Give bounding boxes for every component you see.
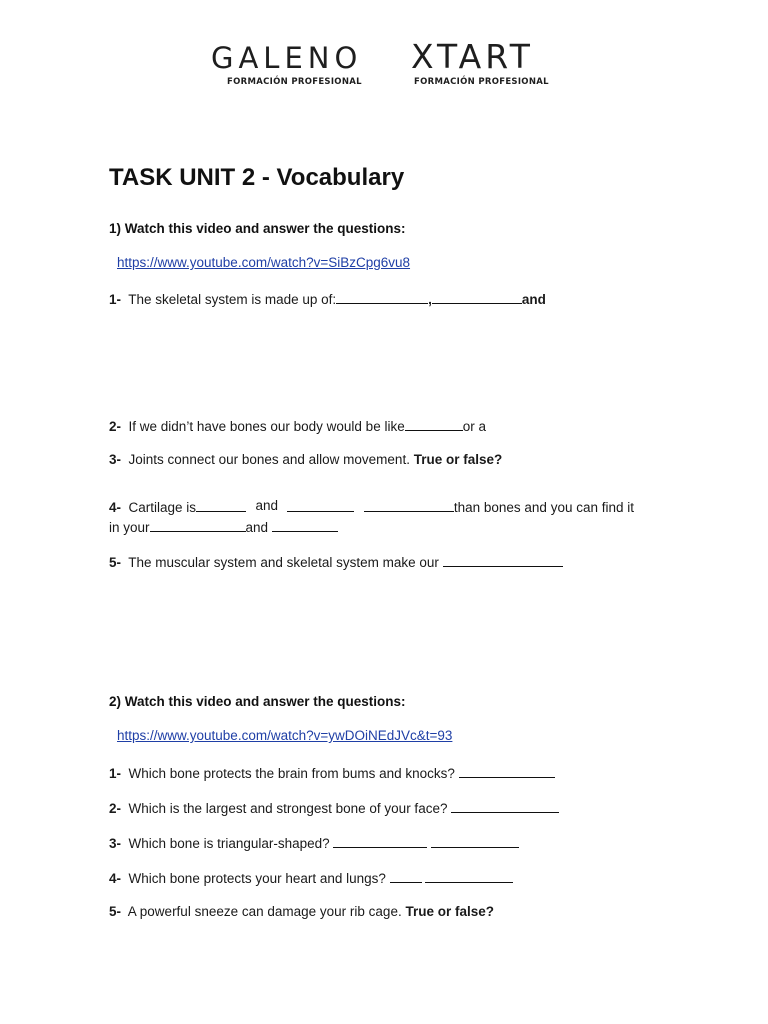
s2-q4-blank-2[interactable] xyxy=(425,870,513,883)
s2-q4-number: 4- xyxy=(109,871,122,886)
s1-q4-blank-4[interactable] xyxy=(150,519,246,532)
s1-q2-text: If we didn’t have bones our body would be like xyxy=(128,419,405,434)
s1-q3-number: 3- xyxy=(109,452,122,467)
s2-q4-text: Which bone protects your heart and lungs? xyxy=(128,871,390,886)
section2-heading: 2) Watch this video and answer the questions: xyxy=(109,694,406,709)
s2-question-4 xyxy=(109,870,513,886)
s2-q3-number: 3- xyxy=(109,836,122,851)
s1-q2-number: 2- xyxy=(109,419,122,434)
s1-question-3 xyxy=(109,453,502,467)
s1-question-2 xyxy=(109,418,486,434)
section2-video-link[interactable]: https://www.youtube.com/watch?v=ywDOiNEdJVc&t=93 xyxy=(117,728,453,743)
galeno-logo-name: GALENO xyxy=(211,41,363,75)
s1-q4-and-2: and xyxy=(245,520,269,535)
s1-q4-and-1: and xyxy=(255,498,279,513)
s2-question-2 xyxy=(109,800,559,816)
s1-q1-separator: , xyxy=(428,292,432,307)
s1-question-4-line-2 xyxy=(109,519,338,535)
s1-q4-text-a: Cartilage is xyxy=(128,500,197,515)
galeno-logo-subtitle: FORMACIÓN PROFESIONAL xyxy=(227,77,362,87)
s1-q4-blank-1[interactable] xyxy=(196,499,246,512)
s2-question-1 xyxy=(109,765,555,781)
s1-q5-blank[interactable] xyxy=(443,554,563,567)
s2-q3-text: Which bone is triangular-shaped? xyxy=(128,836,334,851)
section1-video-link[interactable]: https://www.youtube.com/watch?v=SiBzCpg6vu8 xyxy=(117,255,411,270)
xtart-logo xyxy=(411,37,571,87)
xtart-logo-subtitle: FORMACIÓN PROFESIONAL xyxy=(414,77,549,87)
s1-q4-number: 4- xyxy=(109,500,122,515)
s2-q2-number: 2- xyxy=(109,801,122,816)
section1-heading: 1) Watch this video and answer the questions: xyxy=(109,221,406,236)
s2-question-3 xyxy=(109,835,519,851)
s1-q5-text: The muscular system and skeletal system make our xyxy=(128,555,443,570)
xtart-logo-name: XTART xyxy=(411,37,534,76)
s1-q2-end: or a xyxy=(462,419,486,434)
s2-q3-blank-1[interactable] xyxy=(333,835,427,848)
s1-q3-text: Joints connect our bones and allow movement. xyxy=(128,452,414,467)
s2-q1-text: Which bone protects the brain from bums and knocks? xyxy=(128,766,459,781)
s1-q1-blank-1[interactable] xyxy=(336,291,428,304)
s1-question-5 xyxy=(109,554,563,570)
s1-question-1 xyxy=(109,291,546,307)
s2-q1-blank[interactable] xyxy=(459,765,555,778)
s1-q1-text: The skeletal system is made up of: xyxy=(128,292,337,307)
s2-q5-number: 5- xyxy=(109,904,122,919)
s1-question-4-line-1 xyxy=(109,499,634,515)
s1-q4-blank-5[interactable] xyxy=(272,519,338,532)
s1-q1-end: and xyxy=(521,292,546,307)
s2-q1-number: 1- xyxy=(109,766,122,781)
s2-q2-blank[interactable] xyxy=(451,800,559,813)
s1-q4-blank-3[interactable] xyxy=(364,499,454,512)
s1-q5-number: 5- xyxy=(109,555,122,570)
s1-q4-blank-2[interactable] xyxy=(287,499,354,512)
s2-question-5 xyxy=(109,905,494,919)
page-title: TASK UNIT 2 - Vocabulary xyxy=(109,164,405,191)
s2-q5-text: A powerful sneeze can damage your rib cage. xyxy=(127,904,406,919)
s2-q2-text: Which is the largest and strongest bone of your face? xyxy=(128,801,452,816)
s2-q4-blank-1[interactable] xyxy=(390,870,422,883)
s1-q3-true-false: True or false? xyxy=(413,452,503,467)
galeno-logo xyxy=(211,41,371,87)
s1-q1-number: 1- xyxy=(109,292,122,307)
s1-q1-blank-2[interactable] xyxy=(432,291,522,304)
s2-q5-true-false: True or false? xyxy=(405,904,494,919)
s1-q4-than: than bones and you can find it xyxy=(453,500,634,515)
s1-q4-text-b: in your xyxy=(109,520,150,535)
s2-q3-blank-2[interactable] xyxy=(431,835,519,848)
s1-q2-blank-1[interactable] xyxy=(405,418,463,431)
